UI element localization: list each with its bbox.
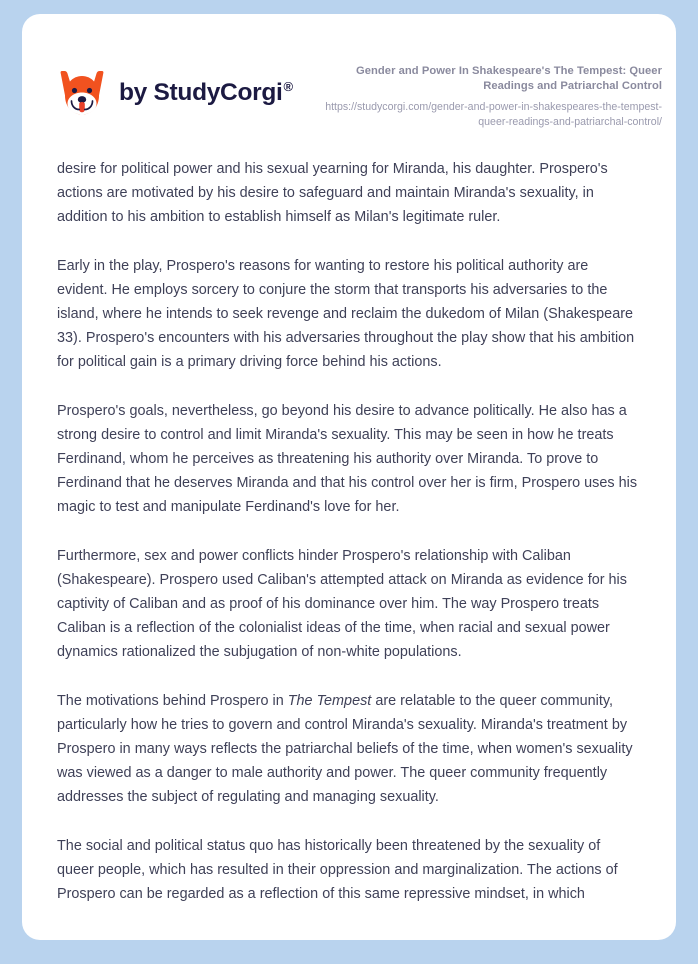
text-run: Early in the play, Prospero's reasons for wanting to restore his political authority are evident. He employs sorcery to conjure the storm that transports his adversaries to the island, where he intends to seek revenge and reclaim the dukedom of Milan (Shakespeare 33). Prospero's encounters with his adversaries throughout the play show that his ambition for political gain is a primary driving force behind his actions. — [57, 258, 635, 371]
brand-name-label: by StudyCorgi — [119, 79, 283, 107]
document-body — [22, 129, 676, 906]
text-run: desire for political power and his sexual yearning for Miranda, his daughter. Prospero's actions are motivated by his desire to safeguard and maintain Miranda's sexuality, in addition to his ambition to establish himself as Milan's legitimate ruler. — [57, 161, 608, 226]
body-paragraph — [57, 544, 638, 664]
page-title: Gender and Power In Shakespeare's The Tempest: Queer Readings and Patriarchal Control — [356, 65, 662, 93]
body-paragraph — [57, 834, 638, 906]
brand-name — [119, 80, 293, 106]
italic-title: The Tempest — [287, 693, 372, 710]
body-paragraph — [57, 254, 638, 374]
text-run: Prospero's goals, nevertheless, go beyond his desire to advance politically. He also has a strong desire to control and limit Miranda's sexuality. This may be seen in how he treats Ferdinand, whom he perceives as threatening his authority over Miranda. To prove to Ferdinand that he deserves Miranda and that his control over her is firm, Prospero uses his magic to test and manipulate Ferdinand's love for her. — [57, 403, 638, 516]
body-paragraph — [57, 689, 638, 809]
text-run: The social and political status quo has historically been threatened by the sexuality of queer people, which has resulted in their oppression and marginalization. The actions of Prospero can be regarded as a reflection of this same repressive mindset, in which — [57, 838, 618, 903]
text-run: Furthermore, sex and power conflicts hinder Prospero's relationship with Caliban (Shakespeare). Prospero used Caliban's attempted attack on Miranda as evidence for his captivity of Caliban and as proof of his dominance over him. The way Prospero treats Caliban is a reflection of the colonialist ideas of the time, when racial and sexual power dynamics rationalized the subjugation of non-white populations. — [57, 548, 627, 661]
text-run: are relatable to the queer community, particularly how he tries to govern and control Miranda's sexuality. Miranda's treatment by Prospero in many ways reflects the patriarchal beliefs of the time, when women's sexuality was viewed as a danger to male authority and power. The queer community frequently addresses the subject of regulating and managing sexuality. — [57, 693, 633, 806]
document-meta — [310, 60, 662, 129]
document-paper — [22, 14, 676, 940]
brand-lockup[interactable] — [58, 60, 293, 118]
body-paragraph — [57, 157, 638, 229]
corgi-head-icon — [58, 68, 106, 118]
registered-trademark-icon: ® — [283, 79, 293, 95]
source-url[interactable]: https://studycorgi.com/gender-and-power-in-shakespeares-the-tempest-queer-readings-and-patriarchal-control/ — [325, 100, 662, 128]
text-run: The motivations behind Prospero in — [57, 693, 288, 710]
body-paragraph — [57, 399, 638, 519]
document-header — [22, 14, 676, 129]
